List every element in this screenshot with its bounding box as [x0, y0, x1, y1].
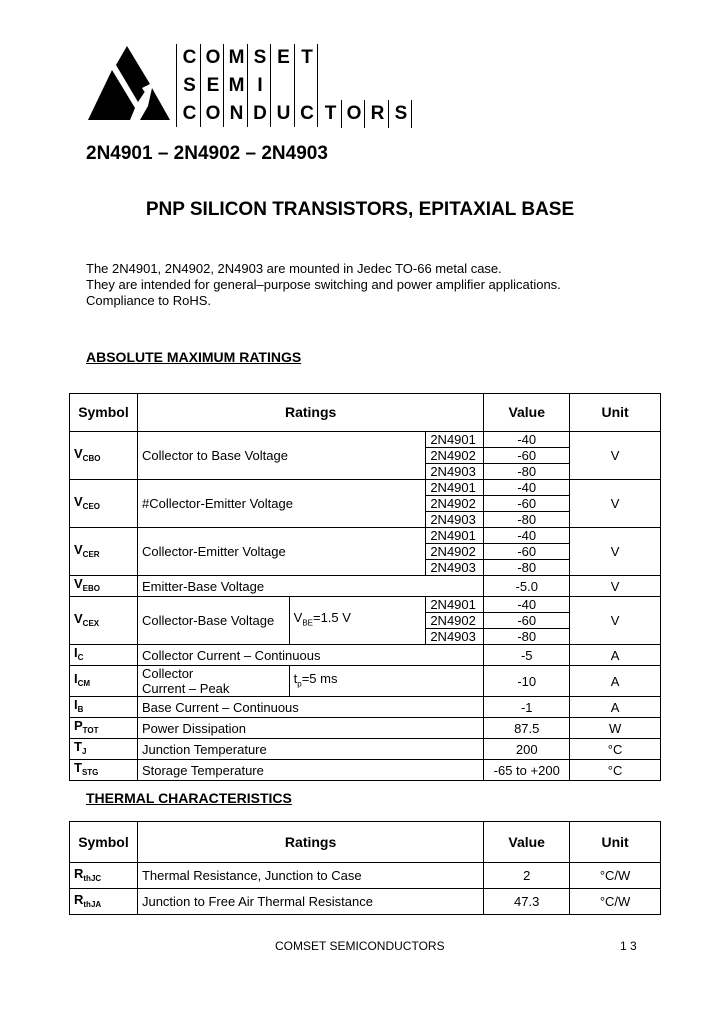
value-cell: -40: [484, 480, 570, 496]
rating-label: Collector-Base Voltage: [137, 597, 289, 645]
value-cell: 47.3: [484, 889, 570, 915]
logo-letter: M: [228, 75, 245, 96]
header-ratings: Ratings: [137, 822, 483, 863]
unit-cell: V: [570, 528, 661, 576]
logo-letter: N: [229, 103, 244, 124]
value-cell: -1: [484, 697, 570, 718]
logo-letter: C: [182, 47, 197, 68]
header-unit: Unit: [570, 394, 661, 432]
logo-letter: S: [183, 75, 196, 96]
logo-letter: S: [394, 103, 408, 124]
description-line: Compliance to RoHS.: [86, 293, 211, 308]
value-cell: 2: [484, 863, 570, 889]
logo-divider: [223, 44, 224, 127]
table-row: [70, 739, 661, 760]
logo-letter: C: [300, 103, 314, 124]
table-row: [70, 666, 661, 697]
symbol-vebo: $V_{EBO}$: [70, 576, 138, 597]
rating-label: Power Dissipation: [137, 718, 483, 739]
rating-label: #Collector-Emitter Voltage: [137, 480, 425, 528]
footer-company: COMSET SEMICONDUCTORS: [275, 939, 445, 953]
value-cell: -40: [484, 432, 570, 448]
logo-divider: [270, 44, 271, 127]
logo-letter: T: [301, 47, 313, 68]
symbol-icm: $I_{CM}$: [70, 666, 138, 697]
value-cell: -10: [484, 666, 570, 697]
condition-cell: $V_{BE}=1.5$ V: [289, 597, 426, 645]
table-row: [70, 645, 661, 666]
value-cell: -80: [484, 512, 570, 528]
unit-cell: °C: [570, 739, 661, 760]
rating-label: Storage Temperature: [137, 760, 483, 781]
value-cell: -65 to +200: [484, 760, 570, 781]
logo-letter: D: [253, 103, 267, 124]
logo-letter: O: [346, 103, 362, 124]
logo-letter: U: [276, 103, 291, 124]
unit-cell: W: [570, 718, 661, 739]
value-cell: -80: [484, 464, 570, 480]
unit-cell: A: [570, 697, 661, 718]
logo-divider: [411, 100, 412, 128]
description: [86, 261, 561, 309]
unit-cell: V: [570, 480, 661, 528]
table-row: [70, 528, 661, 544]
description-line: They are intended for general–purpose switching and power amplifier applications.: [86, 277, 561, 292]
condition-cell: $t_p=5$ ms: [289, 666, 484, 697]
part-number: 2N4901: [426, 528, 484, 544]
value-cell: -80: [484, 560, 570, 576]
logo-divider: [294, 44, 295, 127]
value-cell: -60: [484, 544, 570, 560]
logo-triangle: [86, 44, 172, 124]
value-cell: -60: [484, 496, 570, 512]
thermal-table: [69, 821, 661, 915]
logo-letter: I: [257, 75, 263, 96]
logo-letter: T: [324, 103, 337, 124]
table-row: [70, 597, 661, 613]
unit-cell: V: [570, 597, 661, 645]
part-number: 2N4903: [426, 560, 484, 576]
part-number: 2N4902: [426, 613, 484, 629]
table-row: [70, 863, 661, 889]
logo-divider: [247, 44, 248, 127]
table-header-row: [70, 394, 661, 432]
part-title: 2N4901 – 2N4902 – 2N4903: [86, 143, 328, 164]
symbol-vcbo: $V_{CBO}$: [70, 432, 138, 480]
value-cell: -40: [484, 597, 570, 613]
table-row: [70, 760, 661, 781]
description-line: The 2N4901, 2N4902, 2N4903 are mounted in Jedec TO-66 metal case.: [86, 261, 502, 276]
unit-cell: A: [570, 666, 661, 697]
logo-divider: [364, 100, 365, 128]
part-number: 2N4901: [426, 480, 484, 496]
logo-letter: M: [228, 47, 245, 68]
value-cell: -40: [484, 528, 570, 544]
logo-divider: [341, 100, 342, 128]
logo-letter: O: [205, 47, 221, 68]
logo-letter: O: [205, 103, 221, 124]
part-number: 2N4903: [426, 464, 484, 480]
header-symbol: Symbol: [70, 394, 138, 432]
logo-letter: E: [206, 75, 220, 96]
abs-max-ratings-title: ABSOLUTE MAXIMUM RATINGS: [86, 349, 302, 365]
symbol-rthja: $R_{thJA}$: [70, 889, 138, 915]
header-ratings: Ratings: [137, 394, 483, 432]
value-cell: -5.0: [484, 576, 570, 597]
value-cell: -5: [484, 645, 570, 666]
symbol-vceo: $V_{CEO}$: [70, 480, 138, 528]
footer-page: 1 3: [620, 939, 637, 953]
table-row: [70, 432, 661, 448]
header-value: Value: [484, 822, 570, 863]
part-number: 2N4903: [426, 629, 484, 645]
table-row: [70, 889, 661, 915]
unit-cell: V: [570, 576, 661, 597]
value-cell: -60: [484, 613, 570, 629]
unit-cell: °C/W: [570, 889, 661, 915]
value-cell: 200: [484, 739, 570, 760]
logo-divider: [176, 44, 177, 127]
logo-divider: [317, 44, 318, 127]
logo-divider: [200, 44, 201, 127]
rating-label: Collector Current – Continuous: [137, 645, 483, 666]
symbol-ib: $I_B$: [70, 697, 138, 718]
value-cell: -60: [484, 448, 570, 464]
table-header-row: [70, 822, 661, 863]
value-cell: 87.5: [484, 718, 570, 739]
rating-label: Collector-Emitter Voltage: [137, 528, 425, 576]
rating-label: Collector to Base Voltage: [137, 432, 425, 480]
logo-divider: [388, 100, 389, 128]
rating-label: Base Current – Continuous: [137, 697, 483, 718]
unit-cell: V: [570, 432, 661, 480]
table-row: [70, 576, 661, 597]
logo-letter: S: [253, 47, 267, 68]
abs-max-ratings-table: [69, 393, 661, 781]
table-row: [70, 718, 661, 739]
logo-letter: R: [370, 103, 385, 124]
rating-label: Junction to Free Air Thermal Resistance: [137, 889, 483, 915]
header-value: Value: [484, 394, 570, 432]
part-number: 2N4902: [426, 448, 484, 464]
logo-letter: C: [182, 103, 197, 124]
part-number: 2N4901: [426, 597, 484, 613]
main-title: PNP SILICON TRANSISTORS, EPITAXIAL BASE: [145, 199, 575, 220]
symbol-vcer: $V_{CER}$: [70, 528, 138, 576]
symbol-vcex: $V_{CEX}$: [70, 597, 138, 645]
rating-label: Emitter-Base Voltage: [137, 576, 483, 597]
unit-cell: °C: [570, 760, 661, 781]
rating-label: Thermal Resistance, Junction to Case: [137, 863, 483, 889]
part-number: 2N4902: [426, 544, 484, 560]
unit-cell: °C/W: [570, 863, 661, 889]
table-row: [70, 697, 661, 718]
rating-label: Junction Temperature: [137, 739, 483, 760]
thermal-characteristics-title: THERMAL CHARACTERISTICS: [86, 790, 292, 806]
symbol-ic: $I_C$: [70, 645, 138, 666]
rating-label: Collector Current – Peak: [137, 666, 289, 697]
value-cell: -80: [484, 629, 570, 645]
symbol-tstg: $T_{STG}$: [70, 760, 138, 781]
header-unit: Unit: [570, 822, 661, 863]
symbol-tj: $T_J$: [70, 739, 138, 760]
table-row: [70, 480, 661, 496]
symbol-rthjc: $R_{thJC}$: [70, 863, 138, 889]
part-number: 2N4903: [426, 512, 484, 528]
part-number: 2N4902: [426, 496, 484, 512]
header-symbol: Symbol: [70, 822, 138, 863]
symbol-ptot: $P_{TOT}$: [70, 718, 138, 739]
unit-cell: A: [570, 645, 661, 666]
part-number: 2N4901: [426, 432, 484, 448]
logo-letter: E: [277, 47, 290, 68]
